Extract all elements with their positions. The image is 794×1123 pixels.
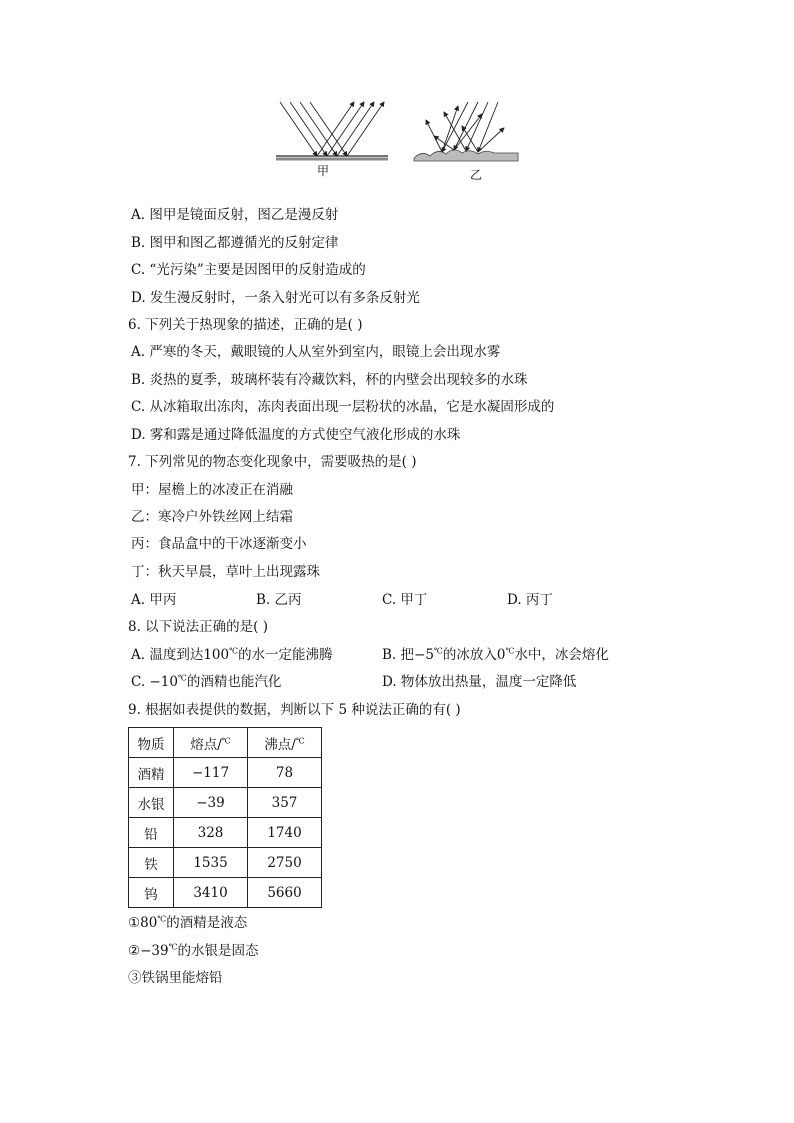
table-cell: 1535 (174, 848, 248, 878)
table-header-substance: 物质 (129, 728, 174, 758)
q6-option-a: A. 严寒的冬天，戴眼镜的人从室外到室内，眼镜上会出现水雾 (131, 344, 501, 360)
table-cell: 357 (248, 788, 322, 818)
q8-option-b: B. 把−5℃的冰放入0℃水中，冰会熔化 (382, 646, 609, 663)
q6-option-c: C. 从冰箱取出冻肉，冻肉表面出现一层粉状的冰晶，它是水凝固形成的 (131, 399, 555, 415)
q9-stem: 9. 根据如表提供的数据，判断以下 5 种说法正确的有( ) (128, 702, 461, 718)
q8-stem: 8. 以下说法正确的是( ) (128, 619, 268, 635)
table-cell: 2750 (248, 848, 322, 878)
table-row (129, 758, 322, 788)
table-row (129, 818, 322, 848)
melting-boiling-table (128, 727, 322, 908)
table-header-boiling: 沸点/℃ (248, 728, 322, 758)
q7-item-bing: 丙：食品盒中的干冰逐渐变小 (131, 536, 307, 552)
q9-statement-1: ①80℃的酒精是液态 (128, 914, 248, 931)
q5-option-c: C. “光污染”主要是因图甲的反射造成的 (131, 262, 366, 278)
q6-option-b: B. 炎热的夏季，玻璃杯装有冷藏饮料，杯的内壁会出现较多的水珠 (131, 372, 528, 388)
table-cell: −39 (174, 788, 248, 818)
table-cell: −117 (174, 758, 248, 788)
q6-option-d: D. 雾和露是通过降低温度的方式使空气液化形成的水珠 (131, 427, 461, 443)
q8-option-d: D. 物体放出热量，温度一定降低 (382, 674, 577, 690)
table-cell: 5660 (248, 878, 322, 908)
reflection-diagram (272, 98, 522, 182)
diffuse-reflection-diagram (414, 102, 518, 161)
figure-label-b: 乙 (470, 168, 483, 182)
table-row (129, 848, 322, 878)
table-cell: 78 (248, 758, 322, 788)
q8-option-c: C. −10℃的酒精也能汽化 (131, 673, 282, 690)
q7-stem: 7. 下列常见的物态变化现象中，需要吸热的是( ) (128, 454, 417, 470)
reflection-figure (272, 98, 522, 182)
q8-option-a: A. 温度到达100℃的水一定能沸腾 (131, 646, 333, 663)
q5-option-d: D. 发生漫反射时，一条入射光可以有多条反射光 (131, 290, 420, 306)
table-cell: 3410 (174, 878, 248, 908)
specular-reflection-diagram (276, 102, 388, 159)
figure-label-a: 甲 (317, 164, 330, 178)
table-cell: 铅 (129, 818, 174, 848)
table-header-row (129, 728, 322, 758)
q7-option-c: C. 甲丁 (382, 592, 428, 608)
q7-option-d: D. 丙丁 (507, 592, 553, 608)
q9-statement-2: ②−39℃的水银是固态 (128, 942, 259, 959)
table-cell: 钨 (129, 878, 174, 908)
table-cell: 1740 (248, 818, 322, 848)
table-row (129, 788, 322, 818)
q5-option-b: B. 图甲和图乙都遵循光的反射定律 (131, 235, 339, 251)
table-row (129, 878, 322, 908)
table-header-melting: 熔点/℃ (174, 728, 248, 758)
q7-item-ding: 丁：秋天早晨，草叶上出现露珠 (131, 564, 320, 580)
table-cell: 铁 (129, 848, 174, 878)
q6-stem: 6. 下列关于热现象的描述，正确的是( ) (128, 317, 363, 333)
q7-item-yi: 乙：寒冷户外铁丝网上结霜 (131, 509, 293, 525)
q7-option-a: A. 甲丙 (131, 592, 177, 608)
q7-item-jia: 甲：屋檐上的冰凌正在消融 (131, 482, 293, 498)
table-cell: 酒精 (129, 758, 174, 788)
table-cell: 水银 (129, 788, 174, 818)
q7-option-b: B. 乙丙 (256, 592, 302, 608)
q5-option-a: A. 图甲是镜面反射，图乙是漫反射 (131, 207, 339, 223)
q9-statement-3: ③铁锅里能熔铅 (128, 970, 223, 986)
table-cell: 328 (174, 818, 248, 848)
